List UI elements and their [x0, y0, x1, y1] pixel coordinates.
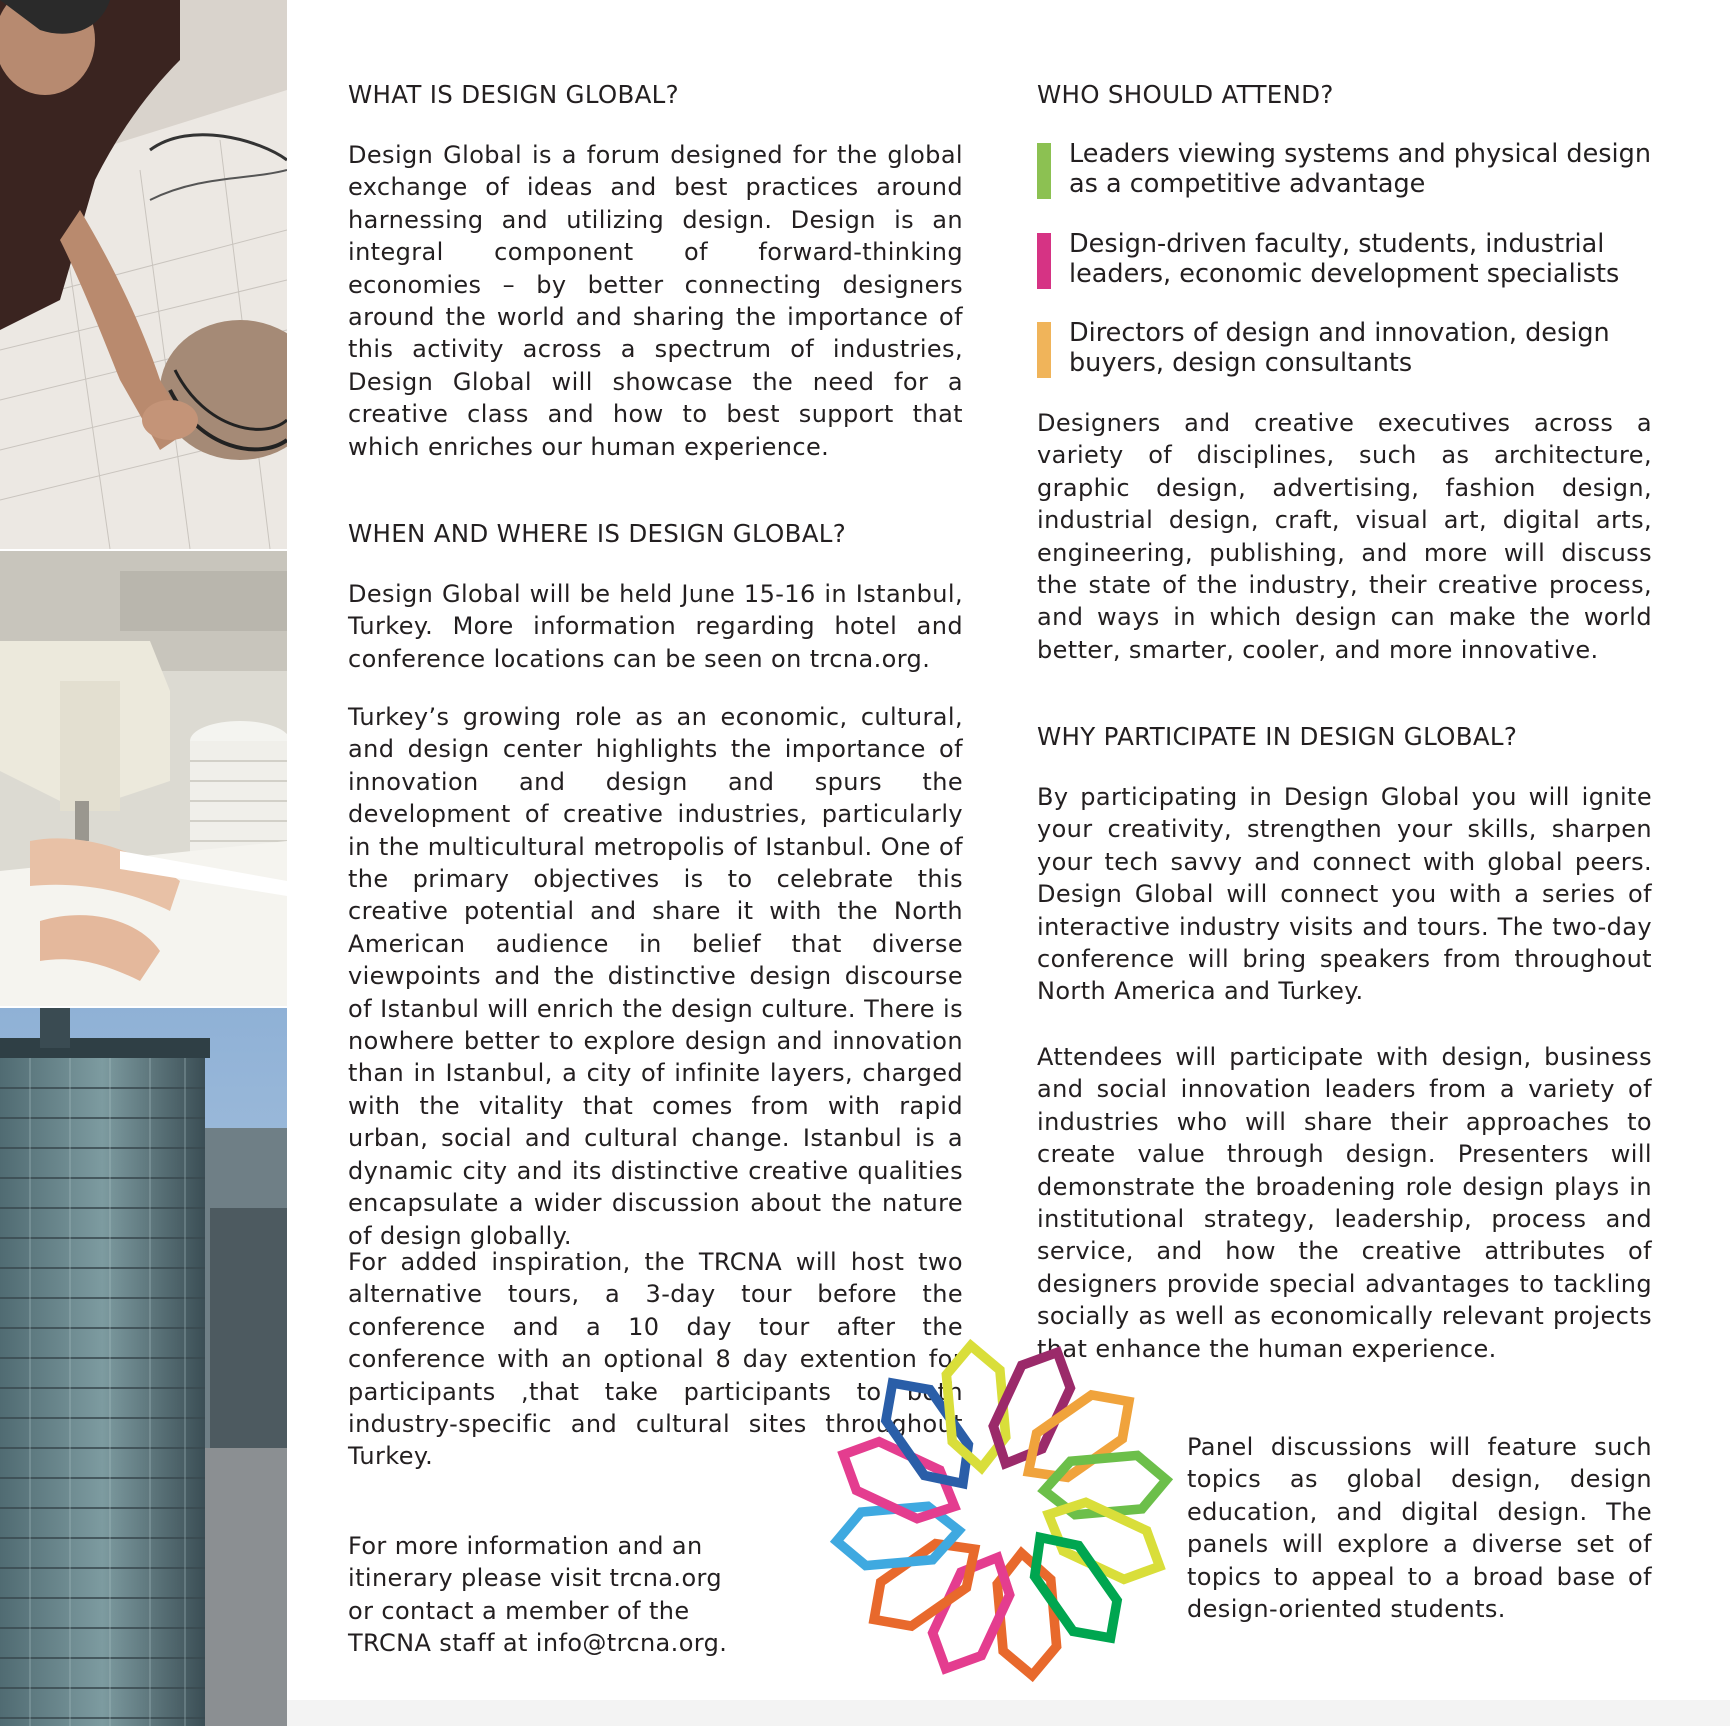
why-paragraph-2: Attendees will participate with design, business and social innovation leaders from a variety of industries who will share their approaches to create value through design. Presenters will demonstrate the broadening role design plays in institutional strategy, leadership, process and service, and how the creative attributes of designers provide special advantages to tackling socially as well as economically relevant projects that enhance the human experience. — [1037, 1043, 1652, 1363]
attend-item-text: Design-driven faculty, students, industrial leaders, economic development specialists — [1069, 229, 1620, 289]
who-body: Designers and creative executives across a variety of disciplines, such as architecture, graphic design, advertising, fashion design, industrial design, craft, visual art, digital arts, engineering, publishing, and more will discuss the state of the industry, their creative process, and ways in which design can make the world better, smarter, cooler, and more innovative. — [1037, 409, 1652, 664]
attend-bar-magenta — [1037, 233, 1051, 289]
designer-at-work-photo — [0, 0, 287, 549]
who-heading: WHO SHOULD ATTEND? — [1037, 80, 1334, 109]
what-heading: WHAT IS DESIGN GLOBAL? — [348, 80, 679, 109]
emblem-petal — [1013, 1380, 1144, 1494]
emblem-petal — [871, 1368, 985, 1499]
sewing-machine-photo — [0, 551, 287, 1006]
bottom-band — [287, 1700, 1730, 1726]
attend-bar-orange — [1037, 322, 1051, 378]
attend-bar-green — [1037, 143, 1051, 199]
why-paragraph-1: By participating in Design Global you will ignite your creativity, strengthen your skills, sharpen your tech savvy and connect with global peers. Design Global will connect you with a series of interactive industry visits and tours. The two-day conference will bring speakers from throughout North America and Turkey. — [1037, 783, 1652, 1006]
attend-item-text: Leaders viewing systems and physical design as a competitive advantage — [1069, 139, 1651, 199]
skyscraper-photo — [0, 1008, 287, 1726]
photo-strip — [0, 0, 287, 1726]
design-global-emblem — [829, 1338, 1174, 1683]
emblem-petal — [1018, 1522, 1132, 1653]
when-paragraph-4: For more information and an itinerary please visit trcna.org or contact a member of the TRCNA staff at info@trcna.org. — [348, 1532, 728, 1658]
when-paragraph-2: Turkey’s growing role as an economic, cultural, and design center highlights the importance of innovation and design and spurs the development of creative industries, particularly in the multicultural metropolis of Istanbul. One of the primary objectives is to celebrate this creative potential and share it with the North American audience in belief that diverse viewpoints and the distinctive design discourse of Istanbul will enrich the design culture. There is nowhere better to explore design and innovation than in Istanbul, a city of infinite layers, charged with the vitality that comes from with rapid urban, social and cultural change. Istanbul is a dynamic city and its distinctive creative qualities encapsulate a wider discussion about the nature of design globally. — [348, 703, 963, 1250]
emblem-graphic — [829, 1338, 1174, 1683]
attend-item-text: Directors of design and innovation, design buyers, design consultants — [1069, 318, 1610, 378]
emblem-petal — [859, 1527, 990, 1641]
attend-item-faculty — [1037, 229, 1652, 289]
when-paragraph-1: Design Global will be held June 15-16 in Istanbul, Turkey. More information regarding hotel and conference locations can be seen on trcna.org. — [348, 580, 963, 673]
what-body: Design Global is a forum designed for the global exchange of ideas and best practices around harnessing and utilizing design. Design is an integral component of forward-thinking economies – by better connecting designers around the world and sharing the importance of this activity across a spectrum of industries, Design Global will showcase the need for a creative class and how to best support that which enriches our human experience. — [348, 141, 963, 461]
why-heading: WHY PARTICIPATE IN DESIGN GLOBAL? — [1037, 722, 1518, 751]
why-paragraph-3: Panel discussions will feature such topics as global design, design education, and digital design. The panels will explore a diverse set of topics to appeal to a broad base of design-oriented students. — [1187, 1433, 1652, 1624]
when-heading: WHEN AND WHERE IS DESIGN GLOBAL? — [348, 519, 847, 548]
attend-item-directors — [1037, 318, 1652, 378]
when-paragraph-3: For added inspiration, the TRCNA will host two alternative tours, a 3-day tour before the conference and a 10 day tour after the conference with an optional 8 day extention for participants ,that take participants to both industry-specific and cultural sites throughout Turkey. — [348, 1248, 963, 1471]
attend-item-leaders — [1037, 139, 1652, 199]
